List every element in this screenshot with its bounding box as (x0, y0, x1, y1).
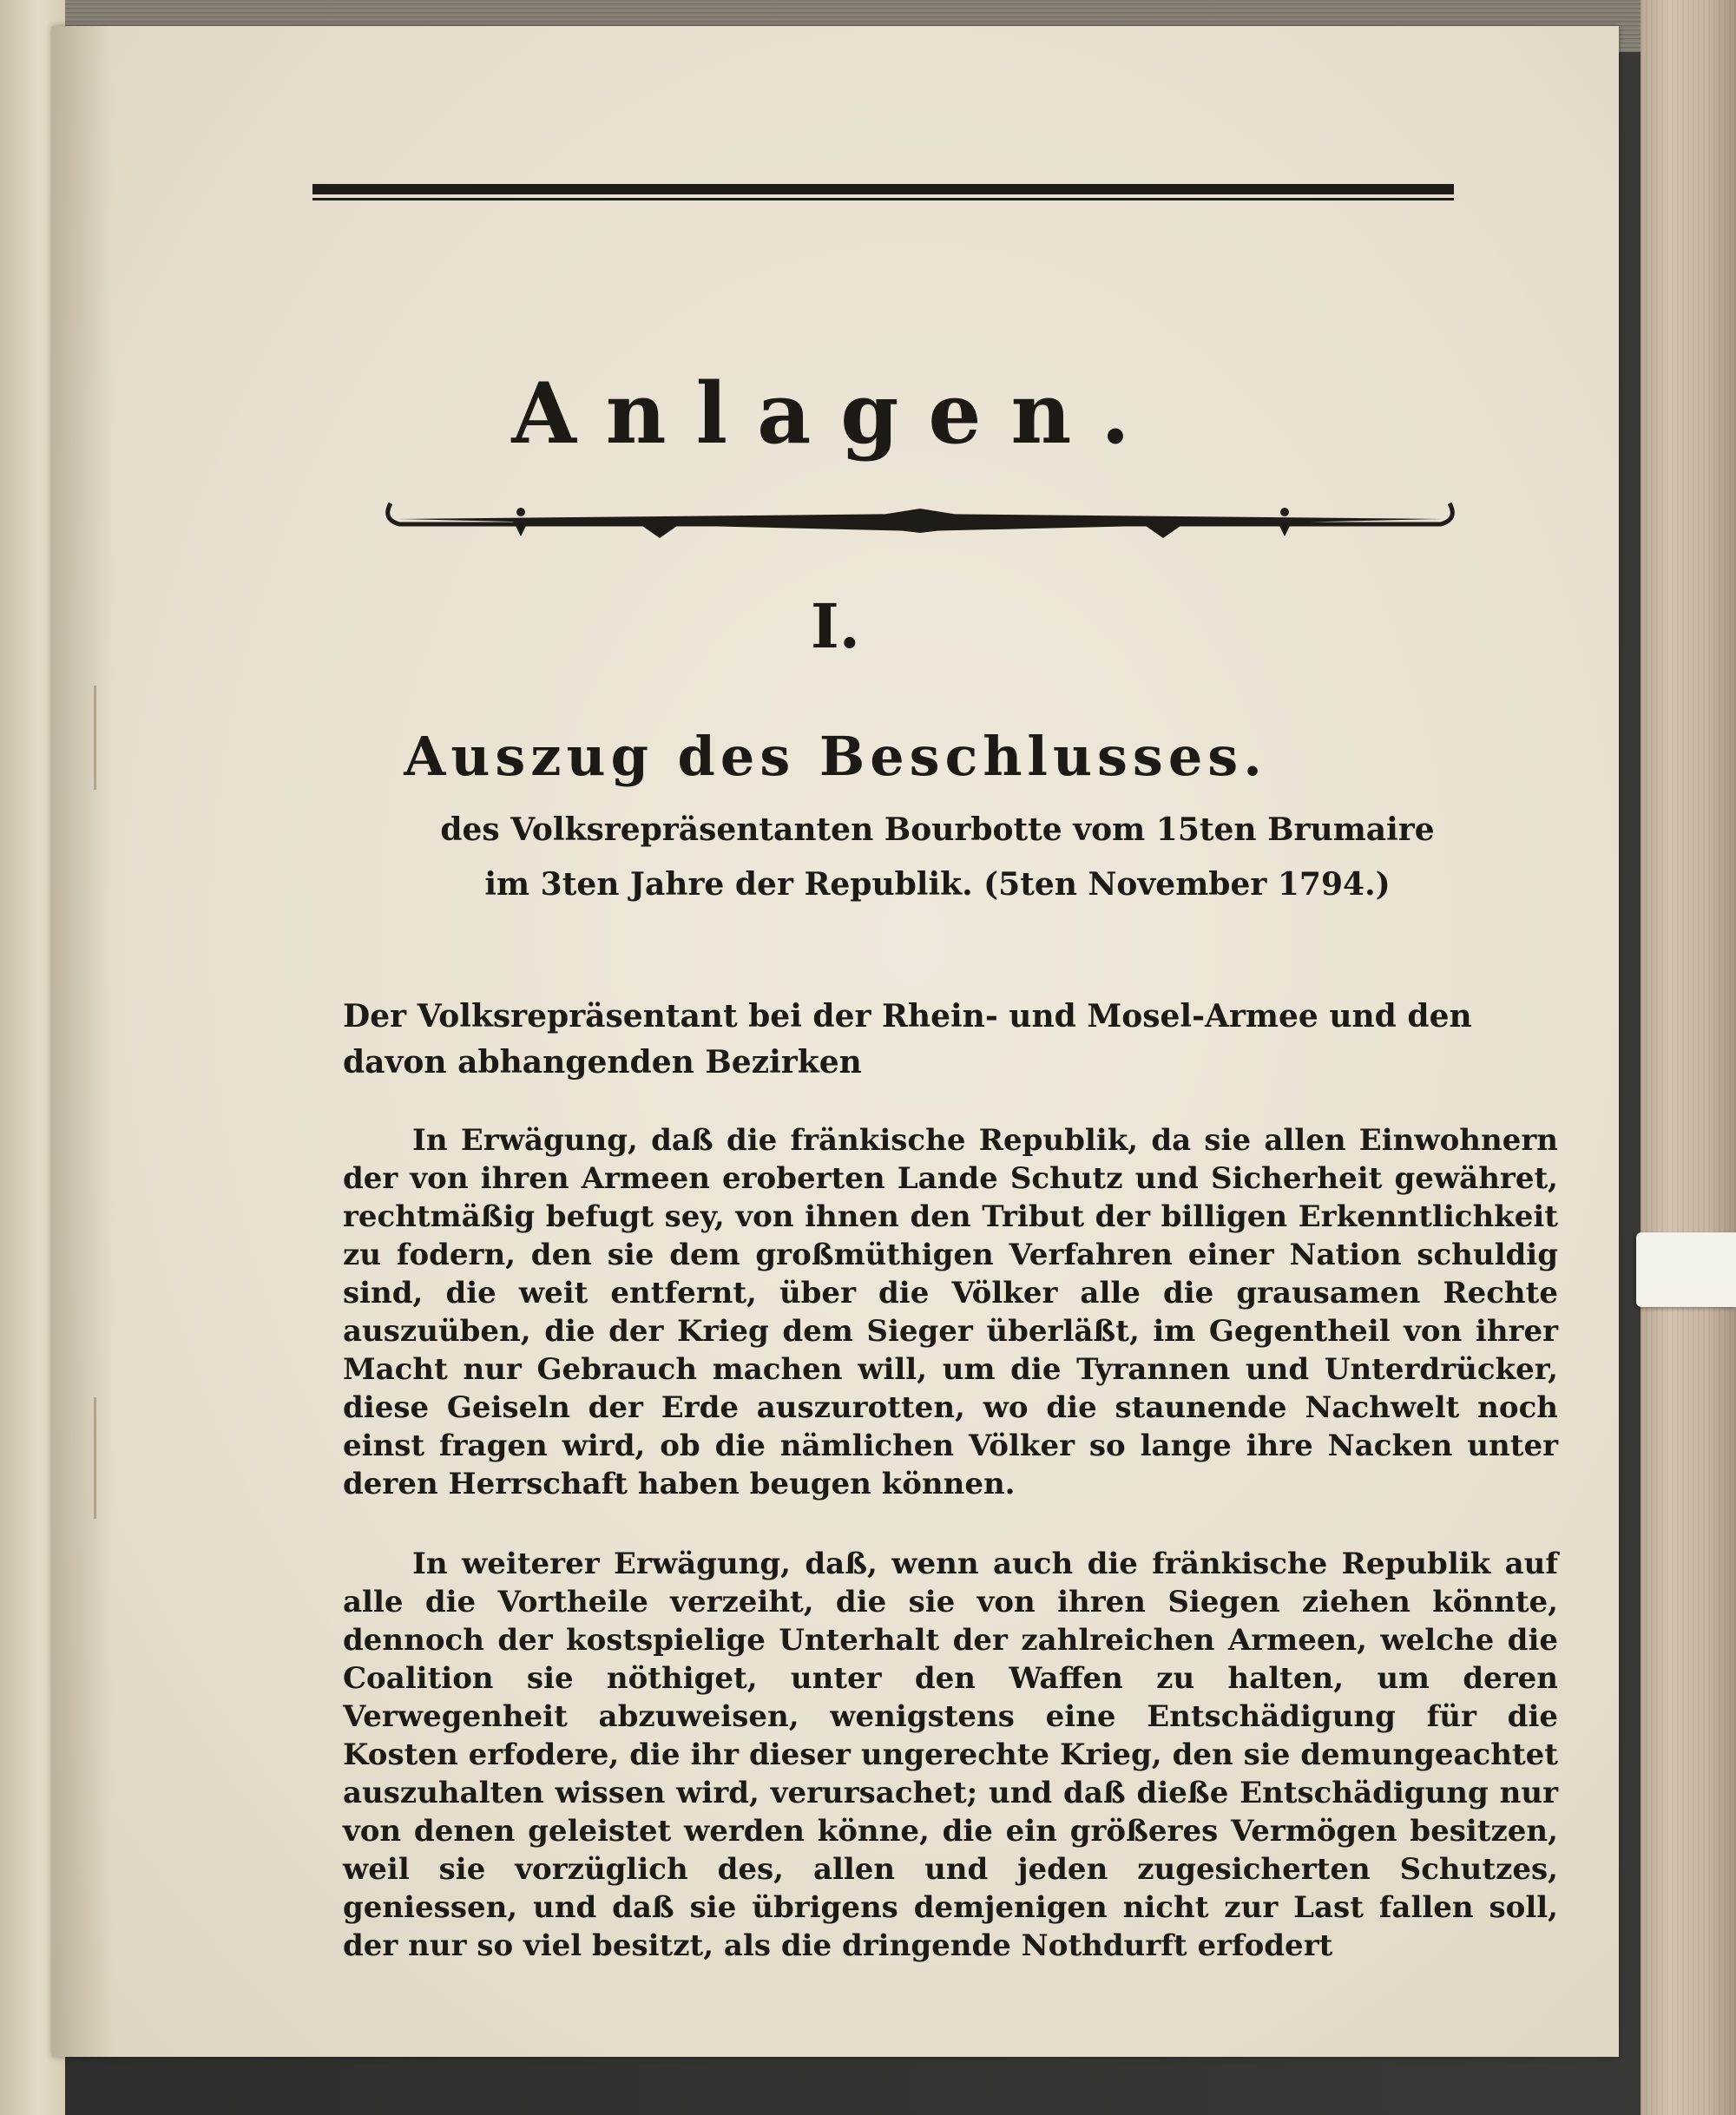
top-rule-thin (312, 198, 1454, 200)
ornamental-divider (382, 493, 1458, 545)
top-rule (312, 184, 1454, 194)
page-stack-right-edge (1641, 0, 1736, 2115)
section-title: Auszug des Beschlusses. (404, 725, 1267, 788)
book-page (52, 26, 1619, 2057)
body-paragraph-2: In weiterer Erwägung, daß, wenn auch die fränkische Republik auf alle die Vortheile verzeiht, die sie von ihren Siegen ziehen könnte, dennoch der kostspielige Unterhalt der zahlreichen Armeen, welche die Coalition sie nöthiget, unter den Waffen zu halten, um deren Verwegenheit abzuweisen, wenigstens eine Entschädigung für die Kosten erfodere, die ihr dieser ungerechte Krieg, den sie demungeachtet auszuhalten wissen wird, verursachet; und daß dieße Entschädigung nur von denen geleistet werden könne, die ein größeres Vermögen besitzen, weil sie vorzüglich des, allen und jeden zugesicherten Schutzes, geniessen, und daß sie übrigens demjenigen nicht zur Last fallen soll, der nur so viel besitzt, als die dringende Nothdurft erfodert (343, 1547, 1558, 1963)
decree-date-line: im 3ten Jahre der Republik. (5ten November 1794.) (484, 866, 1391, 903)
page-heading: Anlagen. (511, 365, 1160, 463)
section-number: I. (810, 590, 861, 662)
body-paragraph-1: In Erwägung, daß die fränkische Republik, da sie allen Einwohnern der von ihren Armeen eroberten Lande Schutz und Sicherheit gewähret, rechtmäßig befugt sey, von ihnen den Tribut der billigen Erkenntlichkeit zu fodern, den sie dem großmüthigen Verfahren einer Nation schuldig sind, die weit entfernt, über die Völker alle die grausamen Rechte auszuüben, die der Krieg dem Sieger überläßt, im Gegentheil von ihrer Macht nur Gebrauch machen will, um die Tyrannen und Unterdrücker, diese Geiseln der Erde auszurotten, wo die staunende Nachwelt noch einst fragen wird, ob die nämlichen Völker so lange ihre Nacken unter deren Herrschaft haben beugen können. (343, 1123, 1558, 1501)
decree-source-line: des Volksrepräsentanten Bourbotte vom 15ten Brumaire (440, 811, 1435, 848)
page-content (52, 26, 1619, 2057)
intro-paragraph: Der Volksrepräsentant bei der Rhein- und Mosel-Armee und den davon abhangenden Bezirken (343, 998, 1472, 1080)
bookmark-tab (1636, 1232, 1736, 1307)
